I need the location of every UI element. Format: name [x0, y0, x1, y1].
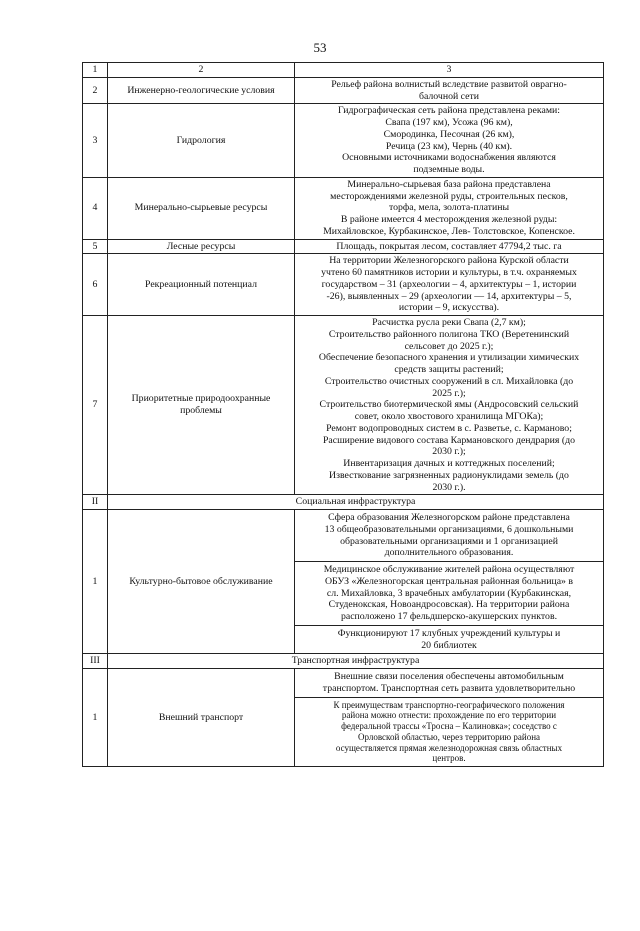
row-number: 1: [83, 669, 108, 767]
description-line: государством – 31 (археологии – 4, архитектуры – 1, истории: [321, 278, 577, 290]
description-line: На территории Железногорского района Курской области: [329, 255, 569, 267]
description-line: Орловской областью, через территорию района: [357, 731, 541, 742]
description-line: 2025 г.);: [432, 387, 466, 399]
table-row: [83, 177, 604, 239]
description-line: торфа, мела, золота-платины: [388, 202, 510, 214]
table-row: [83, 77, 604, 104]
row-description: [295, 239, 604, 254]
description-line: Гидрографическая сеть района представлена реками:: [338, 105, 560, 117]
row-description: [295, 254, 604, 316]
description-line: средств защиты растений;: [394, 364, 504, 375]
description-line: расположено 17 фельдшерско-акушерских пунктов.: [340, 611, 558, 622]
row-name: Гидрология: [108, 104, 295, 178]
description-line: центров.: [432, 753, 466, 764]
row-name: Культурно-бытовое обслуживание: [108, 510, 295, 654]
row-description: [295, 316, 604, 495]
description-block: [295, 697, 603, 767]
description-line: дополнительного образования.: [384, 547, 514, 559]
row-number: 4: [83, 177, 108, 239]
description-line: Ремонт водопроводных систем в с. Разветье, с. Карманово;: [326, 422, 572, 434]
row-number: 2: [83, 77, 108, 104]
row-number: 5: [83, 239, 108, 254]
row-number: 1: [83, 510, 108, 654]
transport-row: [83, 669, 604, 767]
description-line: Свапа (197 км), Усожа (96 км),: [385, 117, 513, 128]
description-line: 13 общеобразовательными организациями, 6 дошкольными: [324, 523, 574, 535]
row-description: [295, 669, 604, 767]
description-line: Функционируют 17 клубных учреждений культуры и: [337, 627, 561, 639]
description-line: 2030 г.).: [432, 481, 466, 493]
transport-section-row: [83, 654, 604, 669]
description-line: Смородинка, Песочная (26 км),: [383, 128, 515, 140]
description-line: федеральной трассы «Тросна – Калиновка»; соседство с: [341, 721, 557, 732]
description-line: образовательными организациями и 1 организацией: [340, 535, 558, 547]
description-line: Площадь, покрытая лесом, составляет 47794,2 тыс. га: [336, 240, 562, 252]
description-line: Минерально-сырьевая база района представлена: [347, 178, 551, 190]
section-title: Транспортная инфраструктура: [108, 654, 604, 669]
description-line: балочной сети: [418, 90, 480, 102]
description-line: осуществляется прямая железнодорожная связь областных: [335, 742, 563, 753]
row-name: Рекреационный потенциал: [108, 254, 295, 316]
section-number: II: [83, 495, 108, 510]
social-section-row: [83, 495, 604, 510]
description-line: Инвентаризация дачных и коттеджных поселений;: [343, 458, 555, 469]
header-col-2: 2: [108, 63, 295, 78]
description-line: Внешние связи поселения обеспечены автомобильным: [334, 671, 564, 682]
description-line: В районе имеется 4 месторождения железной руды:: [340, 214, 558, 225]
description-line: истории – 9, искусства).: [398, 302, 500, 314]
description-line: Сфера образования Железногорском районе представлена: [328, 512, 570, 523]
description-line: 20 библиотек: [421, 639, 477, 651]
description-line: Строительство районного полигона ТКО (Веретенинский: [328, 328, 570, 340]
description-line: 2030 г.);: [432, 446, 466, 458]
row-number: 7: [83, 316, 108, 495]
description-line: Речица (23 км), Чернь (40 км).: [385, 140, 513, 152]
description-line: учтено 60 памятников истории и культуры, в т.ч. охраняемых: [321, 267, 577, 278]
table-row: [83, 239, 604, 254]
description-line: сельсовет до 2025 г.);: [404, 340, 494, 352]
description-line: Основными источниками водоснабжения являются: [342, 152, 556, 164]
section-title: Социальная инфраструктура: [108, 495, 604, 510]
row-number: 6: [83, 254, 108, 316]
description-line: Обеспечение безопасного хранения и утилизации химических: [318, 352, 580, 364]
description-line: месторождениями железной руды, строительных песков,: [330, 190, 568, 202]
description-line: Медицинское обслуживание жителей района осуществляют: [323, 564, 575, 575]
table-row: [83, 316, 604, 495]
document-table: [82, 62, 604, 767]
description-line: Строительство очистных сооружений в сл. Михайловка (до: [324, 375, 574, 387]
section-number: III: [83, 654, 108, 669]
table-row: [83, 254, 604, 316]
description-line: Расчистка русла реки Свапа (2,7 км);: [372, 317, 526, 328]
description-line: Известкование загрязненных радионуклидами земель (до: [329, 469, 569, 481]
description-block: [295, 510, 603, 561]
row-name: Внешний транспорт: [108, 669, 295, 767]
description-block: [295, 625, 603, 654]
row-number: 3: [83, 104, 108, 178]
table-header-row: [83, 63, 604, 78]
row-description: [295, 77, 604, 104]
description-line: Михайловское, Курбакинское, Лев- Толстовское, Копенское.: [323, 225, 575, 237]
description-line: подземные воды.: [413, 164, 485, 175]
header-col-1: 1: [83, 63, 108, 78]
description-line: транспортом. Транспортная сеть развита удовлетворительно: [322, 682, 576, 694]
description-line: Строительство биотермической ямы (Андросовский сельский: [319, 399, 579, 411]
row-name: Инженерно-геологические условия: [108, 77, 295, 104]
description-line: совет, около хвостового хранилища МГОКа);: [354, 411, 544, 422]
social-row: [83, 510, 604, 654]
description-line: ОБУЗ «Железногорская центральная районная больница» в: [324, 575, 574, 587]
description-block: [295, 669, 603, 697]
row-name: Лесные ресурсы: [108, 239, 295, 254]
description-line: Рельеф района волнистый вследствие развитой оврагно-: [331, 78, 567, 90]
row-description: [295, 177, 604, 239]
table-row: [83, 104, 604, 178]
row-description: [295, 510, 604, 654]
header-col-3: 3: [295, 63, 604, 78]
page-number: 53: [313, 40, 327, 55]
description-line: района можно отнести: прохождение по его территории: [341, 710, 557, 721]
row-description: [295, 104, 604, 178]
description-line: К преимуществам транспортно-географического положения: [333, 699, 565, 710]
row-name: Приоритетные природоохранные проблемы: [108, 316, 295, 495]
row-name: Минерально-сырьевые ресурсы: [108, 177, 295, 239]
description-line: -26), выявленных – 29 (археологии — 14, архитектуры – 5,: [326, 290, 572, 302]
description-line: Расширение видового состава Кармановского дендрария (до: [322, 434, 576, 446]
description-block: [295, 561, 603, 625]
description-line: сл. Михайловка, 3 врачебных амбулатории (Курбакинская,: [326, 587, 572, 599]
description-line: Студенокская, Новоандросовская). На территории района: [328, 599, 570, 611]
